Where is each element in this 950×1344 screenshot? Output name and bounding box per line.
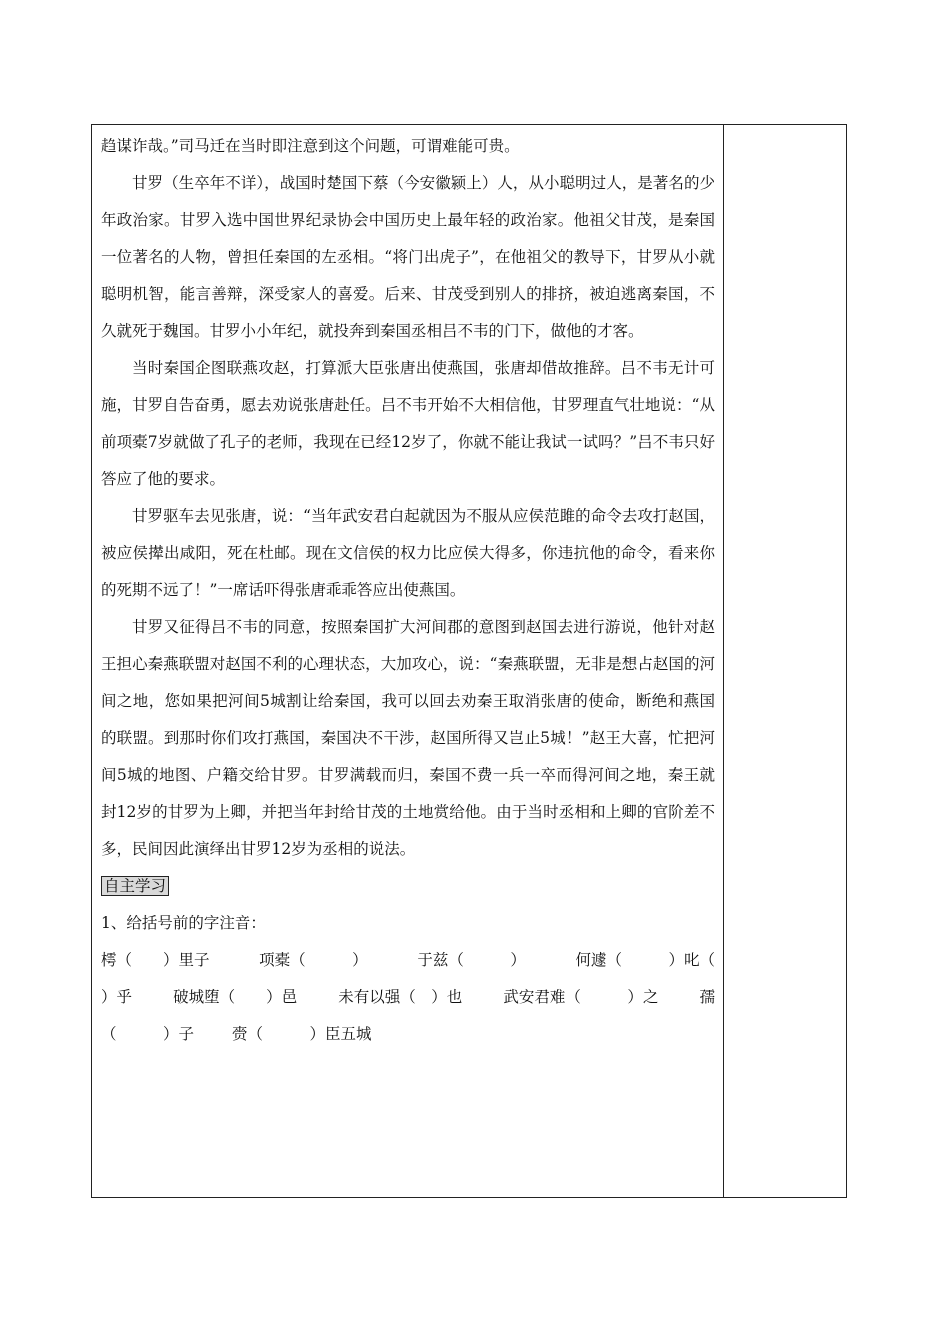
exercise-item: 赍（ ）臣五城 xyxy=(232,1025,372,1043)
exercise-item: ）乎 xyxy=(101,988,133,1006)
exercise-item: 于兹（ ） xyxy=(417,951,526,969)
exercise-line-3 xyxy=(101,1016,715,1053)
section-label: 自主学习 xyxy=(101,876,169,896)
exercise-item: （ ）子 xyxy=(101,1025,195,1043)
paragraph-2: 甘罗（生卒年不详），战国时楚国下蔡（今安徽颍上）人，从小聪明过人，是著名的少年政治家。甘罗入选中国世界纪录协会中国历史上最年轻的政治家。他祖父甘茂，是秦国一位著名的人物，曾担任秦国的左丞相。“将门出虎子”，在他祖父的教导下，甘罗从小就聪明机智，能言善辩，深受家人的喜爱。后来、甘茂受到别人的排挤，被迫逃离秦国，不久就死于魏国。甘罗小小年纪，就投奔到秦国丞相吕不韦的门下，做他的才客。 xyxy=(101,174,715,340)
exercise-item: 孺 xyxy=(699,988,715,1006)
paragraph-3: 当时秦国企图联燕攻赵，打算派大臣张唐出使燕国，张唐却借故推辞。吕不韦无计可施，甘罗自告奋勇，愿去劝说张唐赴任。吕不韦开始不大相信他，甘罗理直气壮地说：“从前项橐7岁就做了孔子的老师，我现在已经12岁了，你就不能让我试一试吗？”吕不韦只好答应了他的要求。 xyxy=(101,359,715,488)
exercise-line-2 xyxy=(101,979,715,1016)
paragraph-4: 甘罗驱车去见张唐，说：“当年武安君白起就因为不服从应侯范雎的命令去攻打赵国，被应侯撵出咸阳，死在杜邮。现在文信侯的权力比应侯大得多，你违抗他的命令，看来你的死期不远了！”一席话吓得张唐乖乖答应出使燕国。 xyxy=(101,507,715,599)
exercise-item: 武安君难（ ）之 xyxy=(503,988,659,1006)
exercise-item: 项橐（ ） xyxy=(259,951,368,969)
exercise-item: 破城堕（ ）邑 xyxy=(173,988,298,1006)
column-divider xyxy=(723,124,724,1198)
exercise-item: 未有以强（ ）也 xyxy=(338,988,463,1006)
exercise-item: 樗（ ）里子 xyxy=(101,951,210,969)
exercise-item: 何遽（ ）叱（ xyxy=(575,951,715,969)
paragraph-5: 甘罗又征得吕不韦的同意，按照秦国扩大河间郡的意图到赵国去进行游说，他针对赵王担心秦燕联盟对赵国不利的心理状态，大加攻心，说：“秦燕联盟，无非是想占赵国的河间之地，您如果把河间5城割让给秦国，我可以回去劝秦王取消张唐的使命，断绝和燕国的联盟。到那时你们攻打燕国，秦国决不干涉，赵国所得又岂止5城！”赵王大喜，忙把河间5城的地图、户籍交给甘罗。甘罗满载而归，秦国不费一兵一卒而得河间之地，秦王就封12岁的甘罗为上卿，并把当年封给甘茂的土地赏给他。由于当时丞相和上卿的官阶差不多，民间因此演绎出甘罗12岁为丞相的说法。 xyxy=(101,618,715,858)
exercise-line-1 xyxy=(101,942,715,979)
main-cell xyxy=(101,128,715,1053)
exercise-heading: 1、给括号前的字注音： xyxy=(101,914,266,932)
paragraph-1: 趋谋诈哉。”司马迁在当时即注意到这个问题，可谓难能可贵。 xyxy=(101,137,520,155)
